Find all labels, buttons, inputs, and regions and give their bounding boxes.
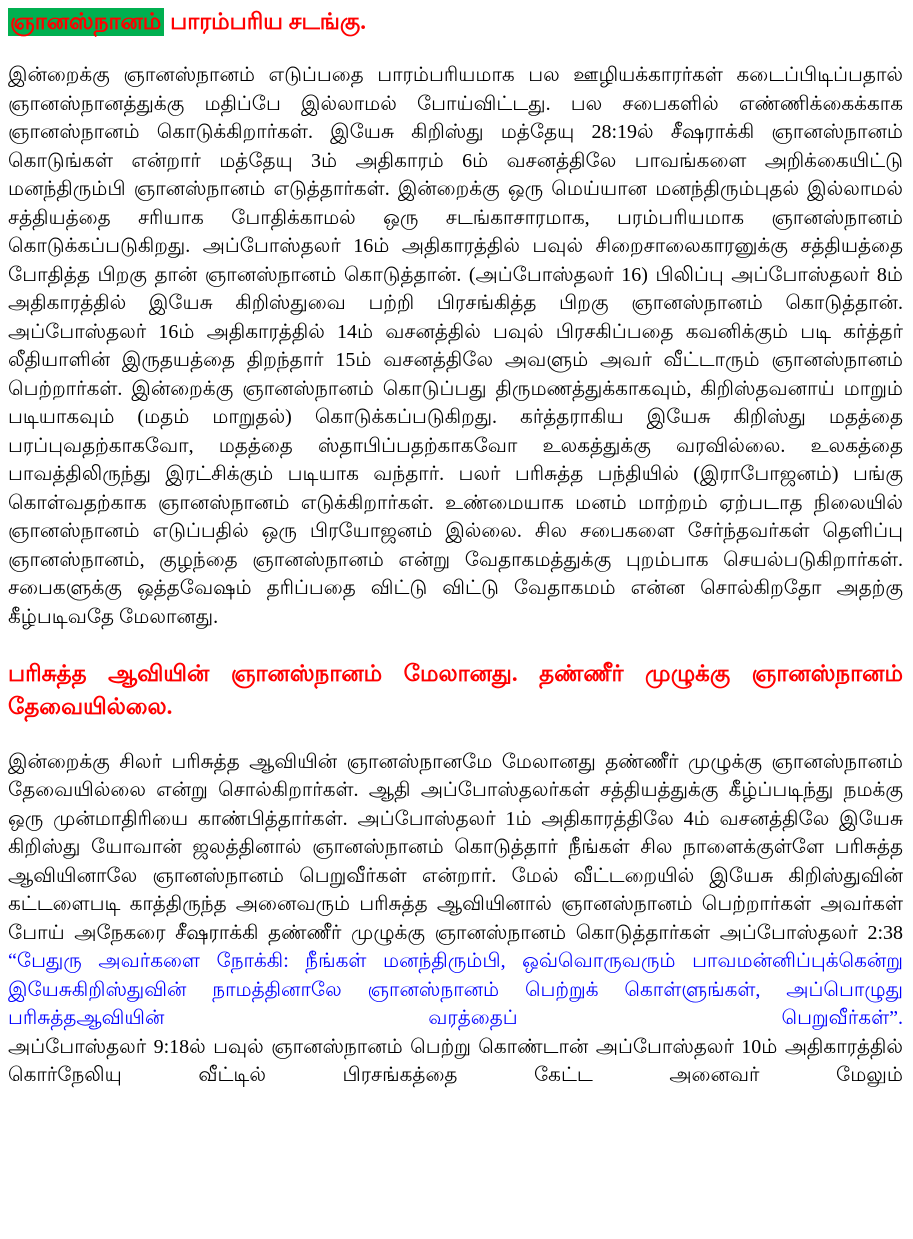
body-paragraph-text-after-quote: அப்போஸ்தலர் 9:18ல் பவுல் ஞானஸ்நானம் பெற்று கொண்டான் அப்போஸ்தலர் 10ம் அதிகாரத்தில் கொர்நேலியு வீட்டில் பிரசங்கத்தை கேட்ட அனைவர் மேலும் (8, 1035, 903, 1087)
body-paragraph (8, 748, 903, 1090)
section-heading: பரிசுத்த ஆவியின் ஞானஸ்நானம் மேலானது. தண்ணீர் முழுக்கு ஞானஸ்நானம் தேவையில்லை. (8, 661, 903, 720)
scripture-quote: “பேதுரு அவர்களை நோக்கி: நீங்கள் மனந்திரும்பி, ஒவ்வொருவரும் பாவமன்னிப்புக்கென்று இயேசுகிறிஸ்துவின் நாமத்தினாலே ஞானஸ்நானம் பெற்றுக் கொள்ளுங்கள், அப்பொழுது பரிசுத்தஆவியின் வரத்தைப் பெறுவீர்கள்”. (8, 950, 903, 1030)
main-heading-highlighted-term: ஞானஸ்நானம் (8, 8, 164, 36)
main-heading (8, 6, 903, 37)
main-heading-rest: பாரம்பரிய சடங்கு. (164, 9, 366, 34)
intro-paragraph: இன்றைக்கு ஞானஸ்நானம் எடுப்பதை பாரம்பரியமாக பல ஊழியக்காரர்கள் கடைப்பிடிப்பதால் ஞானஸ்நானத்துக்கு மதிப்பே இல்லாமல் போய்விட்டது. பல சபைகளில் எண்ணிக்கைக்காக ஞானஸ்நானம் கொடுக்கிறார்கள். இயேசு கிறிஸ்து மத்தேயு 28:19ல் சீஷராக்கி ஞானஸ்நானம் கொடுங்கள் என்றார் மத்தேயு 3ம் அதிகாரம் 6ம் வசனத்திலே பாவங்களை அறிக்கையிட்டு மனந்திரும்பி ஞானஸ்நானம் எடுத்தார்கள். இன்றைக்கு ஒரு மெய்யான மனந்திரும்புதல் இல்லாமல் சத்தியத்தை சரியாக போதிக்காமல் ஒரு சடங்காசாரமாக, பரம்பரியமாக ஞானஸ்நானம் கொடுக்கப்படுகிறது. அப்போஸ்தலர் 16ம் அதிகாரத்தில் பவுல் சிறைசாலைகாரனுக்கு சத்தியத்தை போதித்த பிறகு தான் ஞானஸ்நானம் கொடுத்தான். (அப்போஸ்தலர் 16) பிலிப்பு அப்போஸ்தலர் 8ம் அதிகாரத்தில் இயேசு கிறிஸ்துவை பற்றி பிரசங்கித்த பிறகு ஞானஸ்நானம் கொடுத்தான். அப்போஸ்தலர் 16ம் அதிகாரத்தில் 14ம் வசனத்தில் பவுல் பிரசகிப்பதை கவனிக்கும் படி கர்த்தர் லீதியாளின் இருதயத்தை திறந்தார் 15ம் வசனத்திலே அவளும் அவர் வீட்டாரும் ஞானஸ்நானம் பெற்றார்கள். இன்றைக்கு ஞானஸ்நானம் கொடுப்பது திருமணத்துக்காகவும், கிறிஸ்தவனாய் மாறும் படியாகவும் (மதம் மாறுதல்) கொடுக்கப்படுகிறது. கர்த்தராகிய இயேசு கிறிஸ்து மதத்தை பரப்புவதற்காகவோ, மதத்தை ஸ்தாபிப்பதற்காகவோ உலகத்துக்கு வரவில்லை. உலகத்தை பாவத்திலிருந்து இரட்சிக்கும் படியாக வந்தார். பலர் பரிசுத்த பந்தியில் (இராபோஜனம்) பங்கு கொள்வதற்காக ஞானஸ்நானம் எடுக்கிறார்கள். உண்மையாக மனம் மாற்றம் ஏற்படாத நிலையில் ஞானஸ்நானம் எடுப்பதில் ஒரு பிரயோஜனம் இல்லை. சில சபைகளை சேர்ந்தவர்கள் தெளிப்பு ஞானஸ்நானம், குழந்தை ஞானஸ்நானம் என்று வேதாகமத்துக்கு புறம்பாக செயல்படுகிறார்கள். சபைகளுக்கு ஒத்தவேஷம் தரிப்பதை விட்டு விட்டு வேதாகமம் என்ன சொல்கிறதோ அதற்கு கீழ்படிவதே மேலானது. (8, 64, 903, 628)
body-paragraph-text-before-quote: இன்றைக்கு சிலர் பரிசுத்த ஆவியின் ஞானஸ்நானமே மேலானது தண்ணீர் முழுக்கு ஞானஸ்நானம் தேவையில்லை என்று சொல்கிறார்கள். ஆதி அப்போஸ்தலர்கள் சத்தியத்துக்கு கீழ்ப்படிந்து நமக்கு ஒரு முன்மாதிரியை காண்பித்தார்கள். அப்போஸ்தலர் 1ம் அதிகாரத்திலே 4ம் வசனத்திலே இயேசு கிறிஸ்து யோவான் ஜலத்தினால் ஞானஸ்நானம் கொடுத்தார் நீங்கள் சில நாளைக்குள்ளே பரிசுத்த ஆவியினாலே ஞானஸ்நானம் பெறுவீர்கள் என்றார். மேல் வீட்டறையில் இயேசு கிறிஸ்துவின் கட்டளைபடி காத்திருந்த அனைவரும் பரிசுத்த ஆவியினால் ஞானஸ்நானம் பெற்றார்கள் அவர்கள் போய் அநேகரை சீஷராக்கி தண்ணீர் முழுக்கு ஞானஸ்நானம் கொடுத்தார்கள் அப்போஸ்தலர் 2:38 (8, 750, 903, 944)
